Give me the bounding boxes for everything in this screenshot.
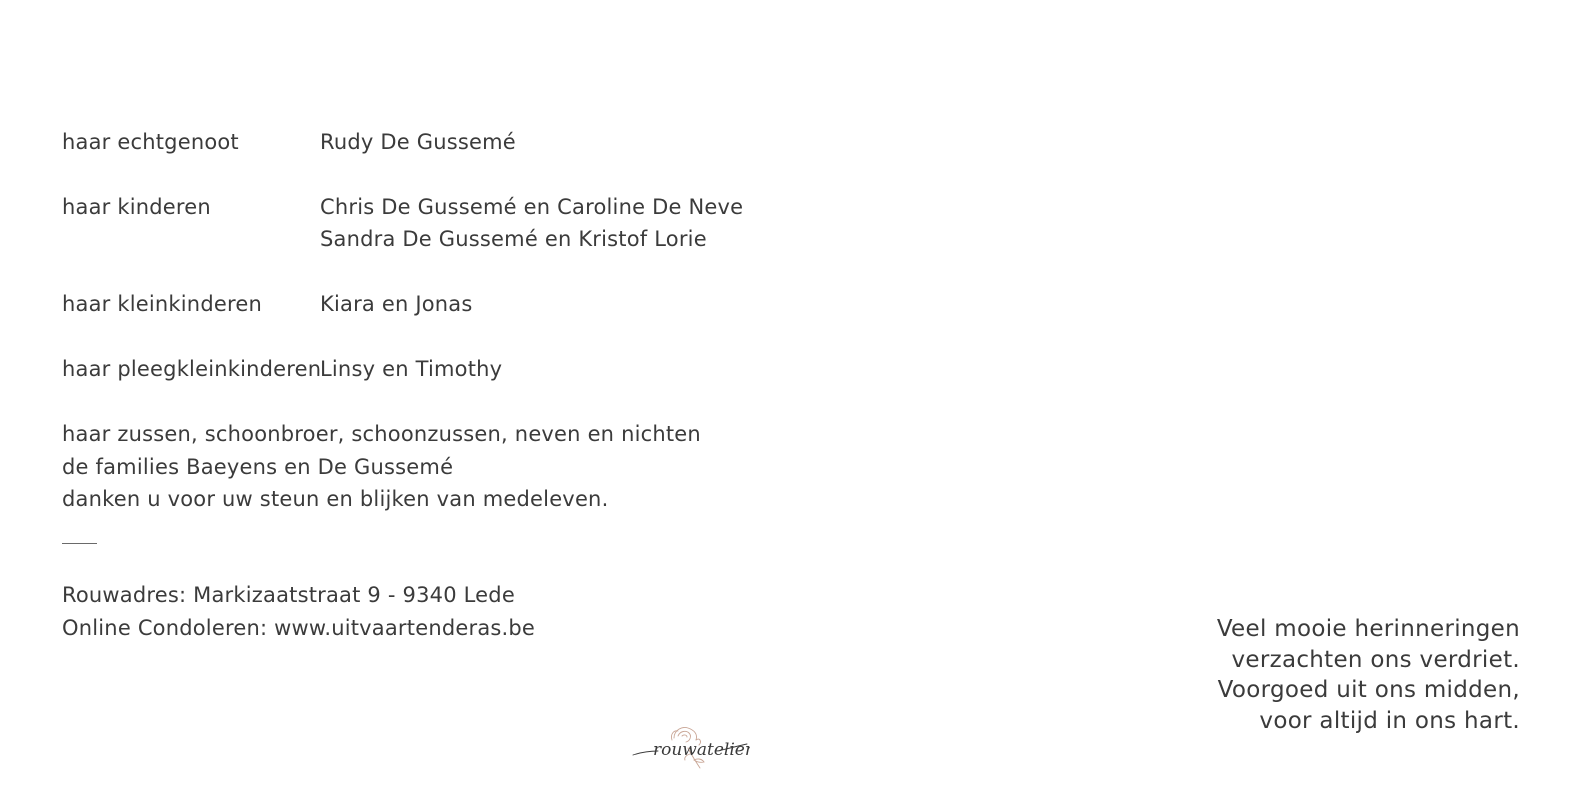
family-row-grandchildren <box>62 288 743 320</box>
poem-line: voor altijd in ons hart. <box>1259 707 1520 734</box>
relative-name: Rudy De Gussemé <box>320 130 516 154</box>
family-list <box>62 126 743 418</box>
online-condolence-link[interactable]: Online Condoleren: www.uitvaartenderas.be <box>62 615 536 640</box>
relation-label: haar kinderen <box>62 195 211 219</box>
relation-names <box>320 288 473 320</box>
relation-label: haar kleinkinderen <box>62 292 262 316</box>
logo-text: rouwatelier <box>653 740 750 760</box>
poem-line: Voorgoed uit ons midden, <box>1217 677 1520 703</box>
mourning-address: Rouwadres: Markizaatstraat 9 - 9340 Lede <box>62 583 515 607</box>
logo-graphic <box>630 724 750 774</box>
relation-names <box>320 353 502 385</box>
thanks-line: de families Baeyens en De Gussemé <box>62 454 454 479</box>
thanks-line: danken u voor uw steun en blijken van medeleven. <box>62 487 609 511</box>
relation-label: haar echtgenoot <box>62 130 239 154</box>
relative-name: Sandra De Gussemé en Kristof Lorie <box>320 227 707 251</box>
thanks-line: haar zussen, schoonbroer, schoonzussen, neven en nichten <box>62 422 701 446</box>
poem-line: Veel mooie herinneringen <box>1216 616 1520 642</box>
relative-name: Kiara en Jonas <box>320 292 473 316</box>
memorial-poem <box>1217 614 1520 736</box>
relation-names <box>320 191 743 255</box>
poem-line: verzachten ons verdriet. <box>1231 646 1520 673</box>
thanks-text <box>62 418 701 516</box>
family-row-foster-grandchildren <box>62 353 743 385</box>
relative-name: Linsy en Timothy <box>320 357 503 381</box>
relative-name: Chris De Gussemé en Caroline De Neve <box>320 195 744 219</box>
relation-names <box>320 126 516 158</box>
family-row-children <box>62 191 743 255</box>
relation-label: haar pleegkleinkinderen <box>62 357 322 381</box>
divider <box>62 543 97 544</box>
contact-info <box>62 579 535 644</box>
rouwatelier-logo <box>630 724 750 774</box>
family-row-spouse <box>62 126 743 158</box>
